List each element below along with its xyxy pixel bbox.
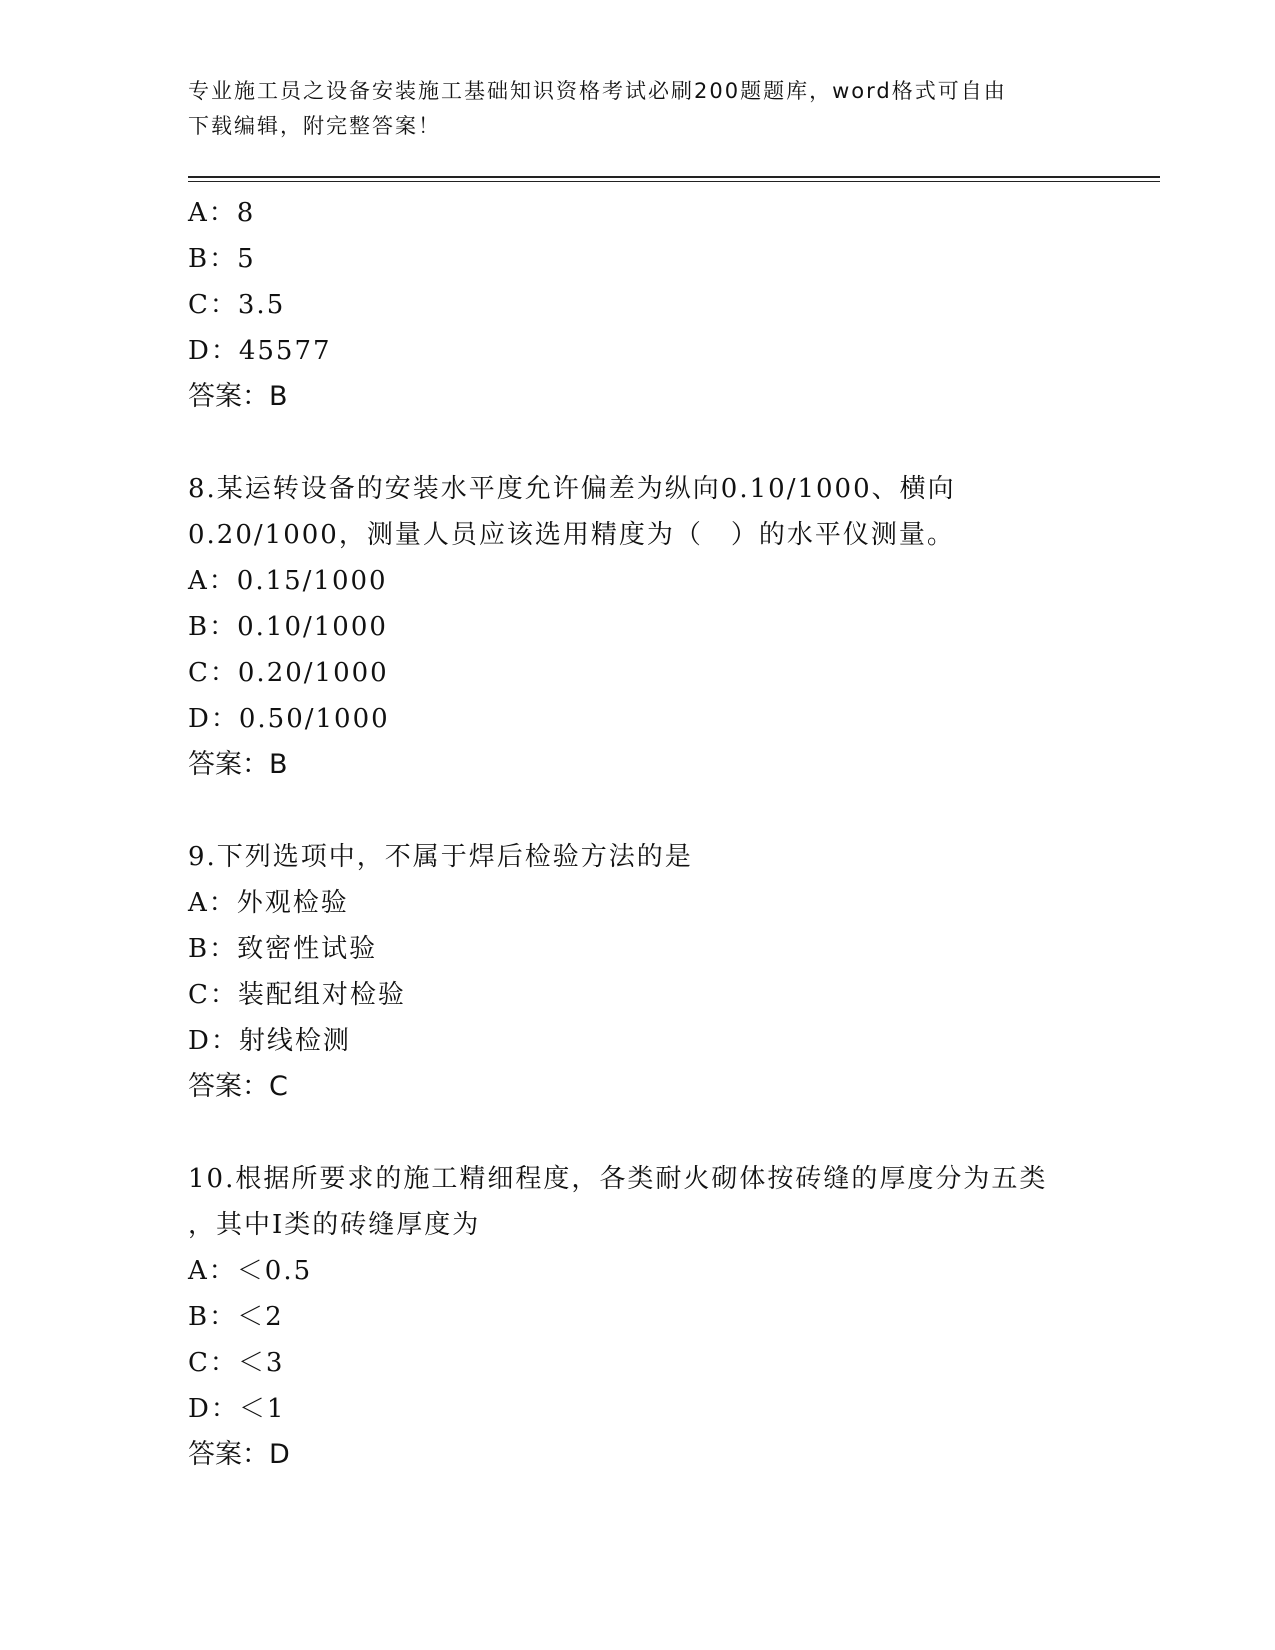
document-header: [188, 74, 1088, 144]
option-b: B：0.10/1000: [188, 612, 388, 642]
option-b: B：5: [188, 244, 256, 274]
header-line-2: 下载编辑，附完整答案！: [188, 114, 441, 138]
option-d: D：射线检测: [188, 1026, 351, 1056]
spacer: [188, 420, 1188, 466]
header-divider-thick: [188, 176, 1160, 178]
option-a: A：外观检验: [188, 888, 349, 918]
question-stem-line: ，其中Ⅰ类的砖缝厚度为: [188, 1210, 481, 1240]
question-list: [188, 190, 1188, 1478]
answer-line: 答案：D: [188, 1439, 290, 1470]
question-block-9: [188, 834, 1188, 1110]
option-c: C：装配组对检验: [188, 980, 406, 1010]
option-a: A：0.15/1000: [188, 566, 388, 596]
question-stem-line: 9.下列选项中，不属于焊后检验方法的是: [188, 842, 693, 872]
spacer: [188, 788, 1188, 834]
question-stem-line: 0.20/1000，测量人员应该选用精度为（ ）的水平仪测量。: [188, 520, 955, 550]
option-c: C：0.20/1000: [188, 658, 389, 688]
option-d: D：45577: [188, 336, 332, 366]
option-c: C：3.5: [188, 290, 286, 320]
header-line-1: 专业施工员之设备安装施工基础知识资格考试必刷200题题库，word格式可自由: [188, 79, 1007, 103]
spacer: [188, 1110, 1188, 1156]
option-c: C：＜3: [188, 1348, 285, 1378]
option-d: D：0.50/1000: [188, 704, 390, 734]
header-divider-thin: [188, 181, 1160, 182]
answer-line: 答案：C: [188, 1071, 288, 1102]
question-block-10: [188, 1156, 1188, 1478]
option-d: D：＜1: [188, 1394, 286, 1424]
option-a: A：＜0.5: [188, 1256, 313, 1286]
answer-line: 答案：B: [188, 749, 288, 780]
question-stem-line: 10.根据所要求的施工精细程度，各类耐火砌体按砖缝的厚度分为五类: [188, 1164, 1048, 1194]
question-stem-line: 8.某运转设备的安装水平度允许偏差为纵向0.10/1000、横向: [188, 474, 956, 504]
answer-line: 答案：B: [188, 381, 288, 412]
question-block-8: [188, 466, 1188, 788]
option-a: A：8: [188, 198, 256, 228]
question-block-7: [188, 190, 1188, 420]
option-b: B：致密性试验: [188, 934, 378, 964]
option-b: B：＜2: [188, 1302, 284, 1332]
